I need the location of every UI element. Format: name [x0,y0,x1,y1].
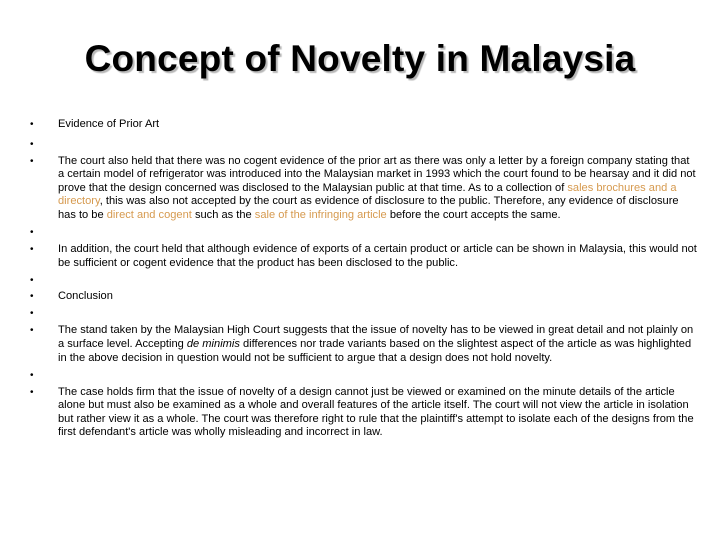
highlight-sales-brochures: sales brochures and a directory [58,181,677,208]
paragraph-exports-evidence: In addition, the court held that although evidence of exports of a certain product or article can be shown in Malaysia, this would not be sufficient or cogent evidence that the product has been disclosed to the public. [58,242,697,269]
list-item-empty [30,274,698,288]
bullet-icon: • [30,243,34,255]
list-item [30,324,698,365]
bullet-icon: • [30,119,34,130]
paragraph-conclusion-stand: The stand taken by the Malaysian High Court suggests that the issue of novelty has to be viewed in great detail and not plainly on a surface level. Accepting de minimis differences nor trade variants based on the slightest aspect of the article as was highlighted in the above decision in question would not be sufficient to argue that a design does not hold novelty. [58,324,694,364]
list-item [30,243,698,270]
section-heading-evidence: Evidence of Prior Art [58,118,160,130]
list-item-empty [30,138,698,152]
bullet-icon: • [30,291,34,303]
list-item-empty [30,307,698,321]
bullet-list [30,118,698,443]
bullet-icon: • [30,274,34,286]
list-item [30,155,698,223]
bullet-icon: • [30,155,34,167]
bullet-icon: • [30,138,34,150]
paragraph-prior-art-evidence: The court also held that there was no cogent evidence of the prior art as there was only a letter by a foreign company stating that a certain model of refrigerator was introduced into the Malaysian market in 1993 which the court found to be hearsay and it did not prove that the design concerned was disclosed to the Malaysian public at that time. As to a collection of sales brochures and a directory, this was also not accepted by the court as evidence of disclosure to the public. Therefore, any evidence of disclosure has to be direct and cogent such as the sale of the infringing article before the court accepts the same. [58,154,696,221]
list-item-empty [30,226,698,240]
highlight-sale-infringing-article: sale of the infringing article [254,208,387,221]
list-item [30,386,698,440]
slide-title: Concept of Novelty in Malaysia [84,38,636,79]
list-item-empty [30,369,698,383]
bullet-icon: • [30,386,34,398]
paragraph-conclusion-holding: The case holds firm that the issue of novelty of a design cannot just be viewed or examined on the minute details of the article alone but must also be examined as a whole and overall features of the article itself. The court will not view the article in isolation but rather view it as a whole. The court was therefore right to rule that the plaintiff's attempt to isolate each of the designs from the first defendant's article was wholly misleading and incorrect in law. [58,385,694,439]
bullet-icon: • [30,369,34,381]
bullet-icon: • [30,308,34,320]
list-item [30,118,698,132]
bullet-icon: • [30,226,34,238]
bullet-icon: • [30,325,34,337]
term-de-minimis: de minimis [186,338,240,351]
highlight-direct-cogent: direct and cogent [106,208,192,221]
list-item [30,290,698,304]
section-heading-conclusion: Conclusion [58,290,113,303]
